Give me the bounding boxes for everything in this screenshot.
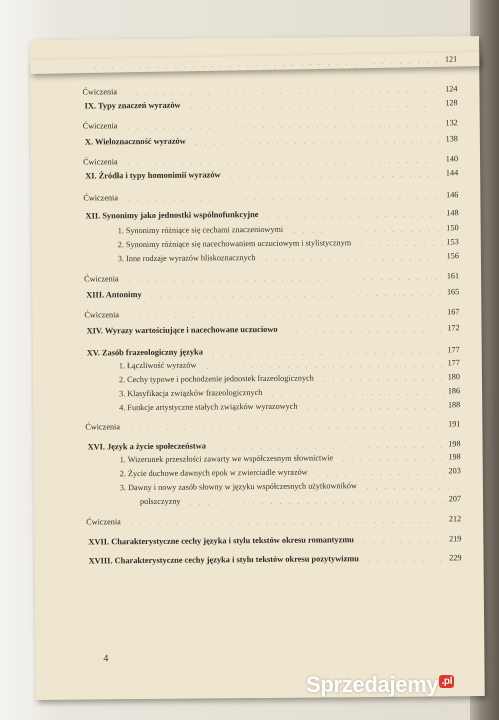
toc-leader-dots: [209, 352, 444, 355]
toc-entry-page: 124: [445, 84, 458, 94]
toc-entry-page: 177: [447, 345, 460, 355]
toc-entry-label: IX. Typy znaczeń wyrazów: [84, 100, 181, 111]
toc-leader-dots: [314, 473, 445, 475]
toc-entry: [32, 305, 481, 323]
toc-entry-page: 161: [446, 271, 460, 281]
toc-entry-label: XIII. Antonimy: [86, 290, 142, 300]
toc-leader-dots: [360, 541, 445, 543]
toc-entry-page: 219: [449, 534, 462, 544]
toc-entry-label: 3. Inne rodzaje wyrazów bliskoznacznych: [117, 253, 256, 264]
toc-entry-page: 167: [447, 307, 460, 317]
toc-entry: [32, 285, 481, 303]
toc-leader-dots: [125, 314, 443, 318]
toc-entry-page: 156: [446, 251, 459, 261]
toc-leader-dots: [226, 175, 442, 178]
toc-entry-page: 172: [447, 323, 460, 333]
toc-leader-dots: [357, 244, 443, 246]
toc-entry-page: 203: [448, 466, 461, 476]
toc-entry-page: 128: [445, 98, 458, 108]
toc-entry: [33, 398, 482, 416]
toc-leader-dots: [265, 215, 443, 218]
toc-leader-dots: [124, 197, 442, 201]
toc-leader-dots: [290, 230, 443, 232]
toc-entry-label: 1. Synonimy różniące się cechami znaczeniowymi: [117, 224, 284, 236]
toc-entry-label: Ćwiczenia: [84, 310, 120, 320]
toc-leader-dots: [192, 141, 442, 144]
toc-entry: [31, 132, 480, 150]
toc-entry: [34, 551, 483, 569]
toc-entry-page: 180: [447, 372, 460, 382]
toc-entry: [34, 532, 483, 550]
toc-entry-page: 207: [448, 494, 462, 504]
toc-entry-label: Ćwiczenia: [83, 157, 118, 167]
toc-entry-label: XVIII. Charakterystyczne cechy języka i stylu tekstów okresu pozytywizmu: [88, 554, 359, 566]
watermark-name: Sprzedajemy: [306, 672, 439, 697]
toc-entry: [30, 52, 479, 74]
toc-entry-page: 229: [449, 553, 462, 563]
toc-entry-page: 144: [445, 168, 459, 178]
toc-entry-label: XVII. Charakterystyczne cechy języka i stylu tekstów okresu romantyzmu: [88, 535, 354, 547]
toc-entry-page: 177: [447, 358, 460, 368]
toc-entry-page: 153: [446, 237, 459, 247]
toc-leader-dots: [268, 393, 444, 396]
toc-entry-label: XI. Źródła i typy homonimii wyrazów: [85, 170, 221, 181]
toc-leader-dots: [262, 258, 443, 261]
toc-entry-page: 121: [444, 54, 458, 64]
toc-entry-label: Ćwiczenia: [84, 274, 119, 284]
toc-leader-dots: [320, 379, 444, 381]
toc-entry-label: XII. Synonimy jako jednostki wspólnofunkcyjne: [85, 210, 259, 221]
toc-leader-dots: [124, 125, 442, 129]
toc-entry-label: XIV. Wyrazy wartościujące i nacechowane uczuciowo: [86, 324, 278, 336]
toc-entry-page: 146: [446, 190, 459, 200]
toc-entry: [31, 96, 480, 114]
toc-entry: [31, 116, 480, 134]
toc-leader-dots: [203, 365, 444, 368]
toc-entry-label: 1. Łączliwość wyrazów: [118, 360, 197, 371]
toc-entry-label: 2. Synonimy różniące się nacechowaniem uczuciowym i stylistycznym: [117, 238, 352, 250]
toc-entry-page: 138: [445, 134, 458, 144]
toc-entry: [32, 269, 481, 287]
toc-entry-page: 212: [448, 514, 462, 524]
toc-entry-page: 198: [448, 452, 461, 462]
toc-entry-label: XV. Zasób frazeologiczny języka: [86, 347, 203, 358]
toc-leader-dots: [147, 294, 443, 298]
toc-leader-dots: [125, 278, 443, 282]
toc-entry-page: 132: [445, 118, 458, 128]
toc-entry-label: Ćwiczenia: [82, 121, 118, 131]
toc-leader-dots: [363, 487, 459, 489]
toc-entry-page: 150: [446, 223, 459, 233]
toc-leader-dots: [127, 521, 445, 525]
toc-entry: [34, 512, 483, 530]
toc-entry-label: Ćwiczenia: [82, 87, 118, 97]
toc-leader-dots: [124, 161, 442, 165]
toc-entry: [32, 321, 481, 339]
toc-entry-label: XVI. Język a życie społeczeństwa: [87, 441, 206, 452]
toc-entry-page: 191: [448, 419, 461, 429]
toc-leader-dots: [187, 105, 442, 108]
toc-entry-label: 3. Dawny i nowy zasób słowny w języku współczesnych użytkowników: [119, 481, 357, 493]
toc-entry-page: 188: [447, 400, 461, 410]
page-number: 4: [103, 653, 109, 665]
toc-entry-label: 3. Klasyfikacja związków frazeologicznych: [119, 387, 263, 399]
toc-leader-dots: [123, 91, 441, 95]
toc-entry-page: 140: [445, 154, 459, 164]
toc-entry-label: Ćwiczenia: [86, 517, 121, 527]
watermark-suffix: .pl: [441, 675, 453, 687]
toc-entry: [31, 188, 480, 206]
toc-entry-label: 2. Cechy typowe i pochodzenie jednostek frazeologicznych: [118, 373, 314, 385]
toc-entry: [33, 417, 482, 435]
toc-entry: [32, 249, 481, 267]
toc-leader-dots: [339, 459, 445, 461]
toc-entry-label: 1. Wizerunek przeszłości zawarty we współczesnym słownictwie: [119, 453, 334, 465]
toc-entry: [31, 166, 480, 184]
watermark-logo: [306, 672, 454, 698]
toc-leader-dots: [212, 446, 445, 449]
toc-entry-page: 186: [447, 386, 461, 396]
toc-leader-dots: [284, 330, 444, 332]
toc-entry-page: 198: [448, 439, 461, 449]
toc-leader-dots: [90, 62, 441, 69]
toc-entry-label: X. Wieloznaczność wyrazów: [84, 136, 186, 147]
toc-entry-label: Ćwiczenia: [83, 193, 118, 203]
toc-entry-label: Ćwiczenia: [85, 422, 120, 432]
toc-entry-label: polszczyzny: [139, 496, 181, 507]
book-page: [30, 36, 485, 700]
toc-leader-dots: [186, 501, 445, 504]
toc-leader-dots: [126, 426, 444, 430]
toc-entry-label: 4. Funkcje artystyczne stałych związków wyrazowych: [119, 401, 298, 413]
toc-leader-dots: [303, 407, 444, 409]
toc-entry-page: 148: [446, 208, 459, 218]
toc-entry: [34, 492, 483, 510]
toc-entry-label: 2. Życie duchowe dawnych epok w zwierciadle wyrazów: [119, 467, 308, 479]
toc-entry-page: 165: [446, 287, 460, 297]
toc-leader-dots: [365, 560, 446, 562]
